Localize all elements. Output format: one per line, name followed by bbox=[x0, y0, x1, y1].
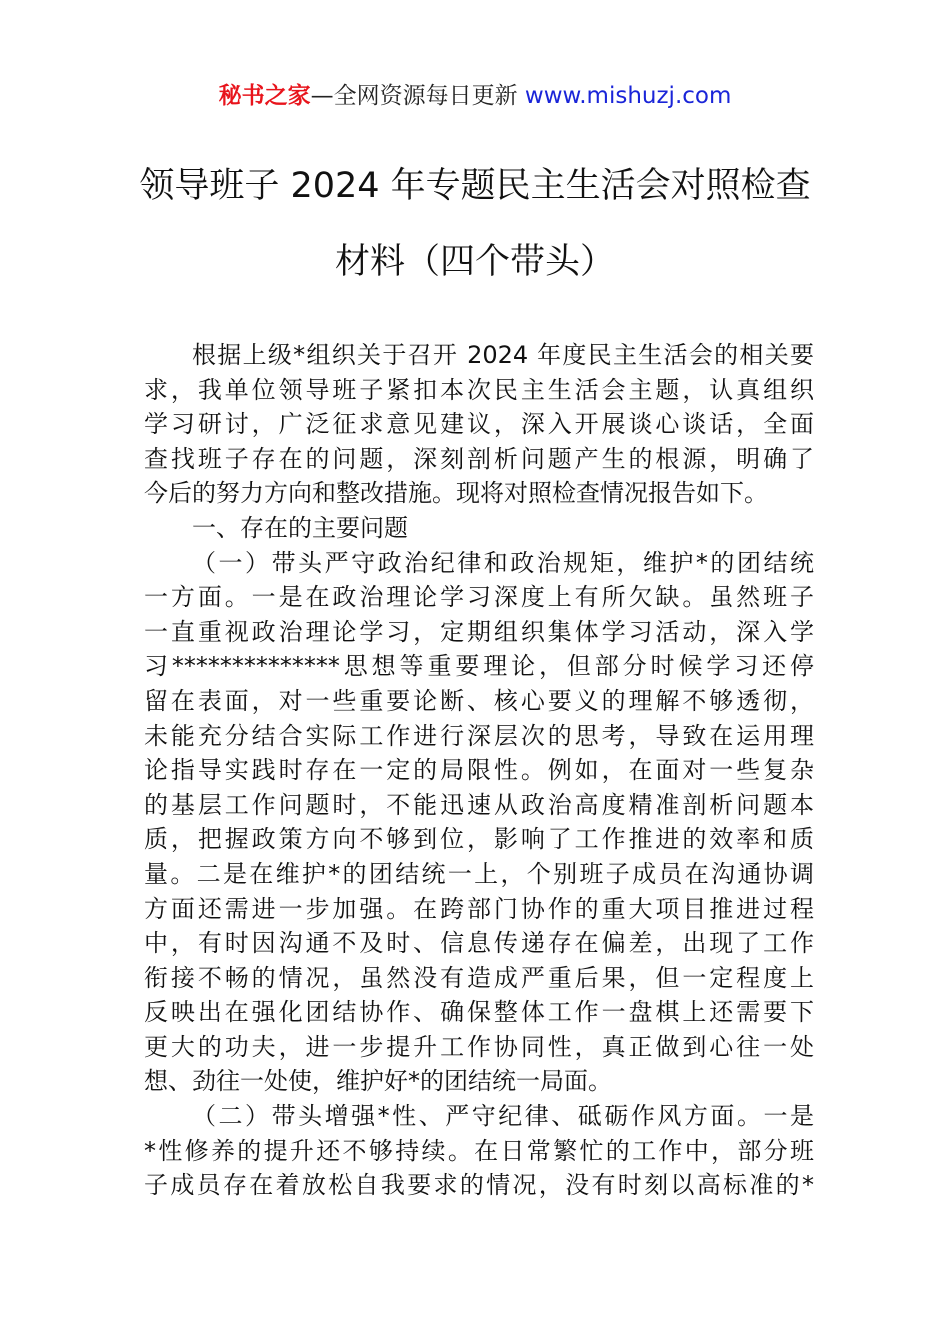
body-line: 想、劲往一处使，维护好*的团结统一局面。 bbox=[144, 1067, 612, 1096]
section-heading: 一、存在的主要问题 bbox=[192, 513, 408, 542]
body-line: 更大的功夫，进一步提升工作协同性，真正做到心往一处 bbox=[144, 1032, 814, 1061]
body-line: 衔接不畅的情况，虽然没有造成严重后果，但一定程度上 bbox=[144, 963, 814, 992]
body-line: 留在表面，对一些重要论断、核心要义的理解不够透彻， bbox=[144, 686, 814, 715]
body-line: 量。二是在维护*的团结统一上，个别班子成员在沟通协调 bbox=[144, 859, 814, 888]
body-line: 方面还需进一步加强。在跨部门协作的重大项目推进过程 bbox=[144, 894, 814, 923]
document-body bbox=[144, 338, 814, 1203]
body-line: 根据上级*组织关于召开 2024 年度民主生活会的相关要 bbox=[192, 341, 814, 369]
brand-name: 秘书之家 bbox=[218, 83, 311, 109]
body-line: 的基层工作问题时，不能迅速从政治高度精准剖析问题本 bbox=[144, 790, 814, 819]
body-line: （一）带头严守政治纪律和政治规矩，维护*的团结统 bbox=[192, 548, 814, 577]
body-line: 中，有时因沟通不及时、信息传递存在偏差，出现了工作 bbox=[144, 929, 814, 958]
title-line-2: 材料（四个带头） bbox=[334, 242, 615, 282]
document-title bbox=[100, 148, 850, 300]
body-line: （二）带头增强*性、严守纪律、砥砺作风方面。一是 bbox=[192, 1102, 814, 1131]
body-line: 质，把握政策方向不够到位，影响了工作推进的效率和质 bbox=[144, 825, 814, 854]
body-line: 一直重视政治理论学习，定期组织集体学习活动，深入学 bbox=[144, 617, 814, 646]
site-header bbox=[0, 80, 950, 112]
body-line: *性修养的提升还不够持续。在日常繁忙的工作中，部分班 bbox=[144, 1136, 814, 1165]
body-line: 子成员存在着放松自我要求的情况，没有时刻以高标准的* bbox=[144, 1171, 814, 1200]
body-line: 一方面。一是在政治理论学习深度上有所欠缺。虽然班子 bbox=[144, 583, 814, 612]
site-url-link[interactable]: www.mishuzj.com bbox=[524, 83, 732, 109]
body-line: 论指导实践时存在一定的局限性。例如，在面对一些复杂 bbox=[144, 756, 814, 785]
body-line: 求，我单位领导班子紧扣本次民主生活会主题，认真组织 bbox=[144, 375, 814, 404]
body-line: 习**************思想等重要理论，但部分时候学习还停 bbox=[144, 652, 814, 681]
body-line: 今后的努力方向和整改措施。现将对照检查情况报告如下。 bbox=[144, 479, 768, 508]
body-line: 反映出在强化团结协作、确保整体工作一盘棋上还需要下 bbox=[144, 998, 814, 1027]
body-line: 未能充分结合实际工作进行深层次的思考，导致在运用理 bbox=[144, 721, 814, 750]
body-line: 查找班子存在的问题，深刻剖析问题产生的根源，明确了 bbox=[144, 444, 814, 473]
header-tagline: —全网资源每日更新 bbox=[310, 83, 518, 109]
body-line: 学习研讨，广泛征求意见建议，深入开展谈心谈话，全面 bbox=[144, 410, 814, 439]
title-line-1: 领导班子 2024 年专题民主生活会对照检查 bbox=[139, 166, 811, 206]
